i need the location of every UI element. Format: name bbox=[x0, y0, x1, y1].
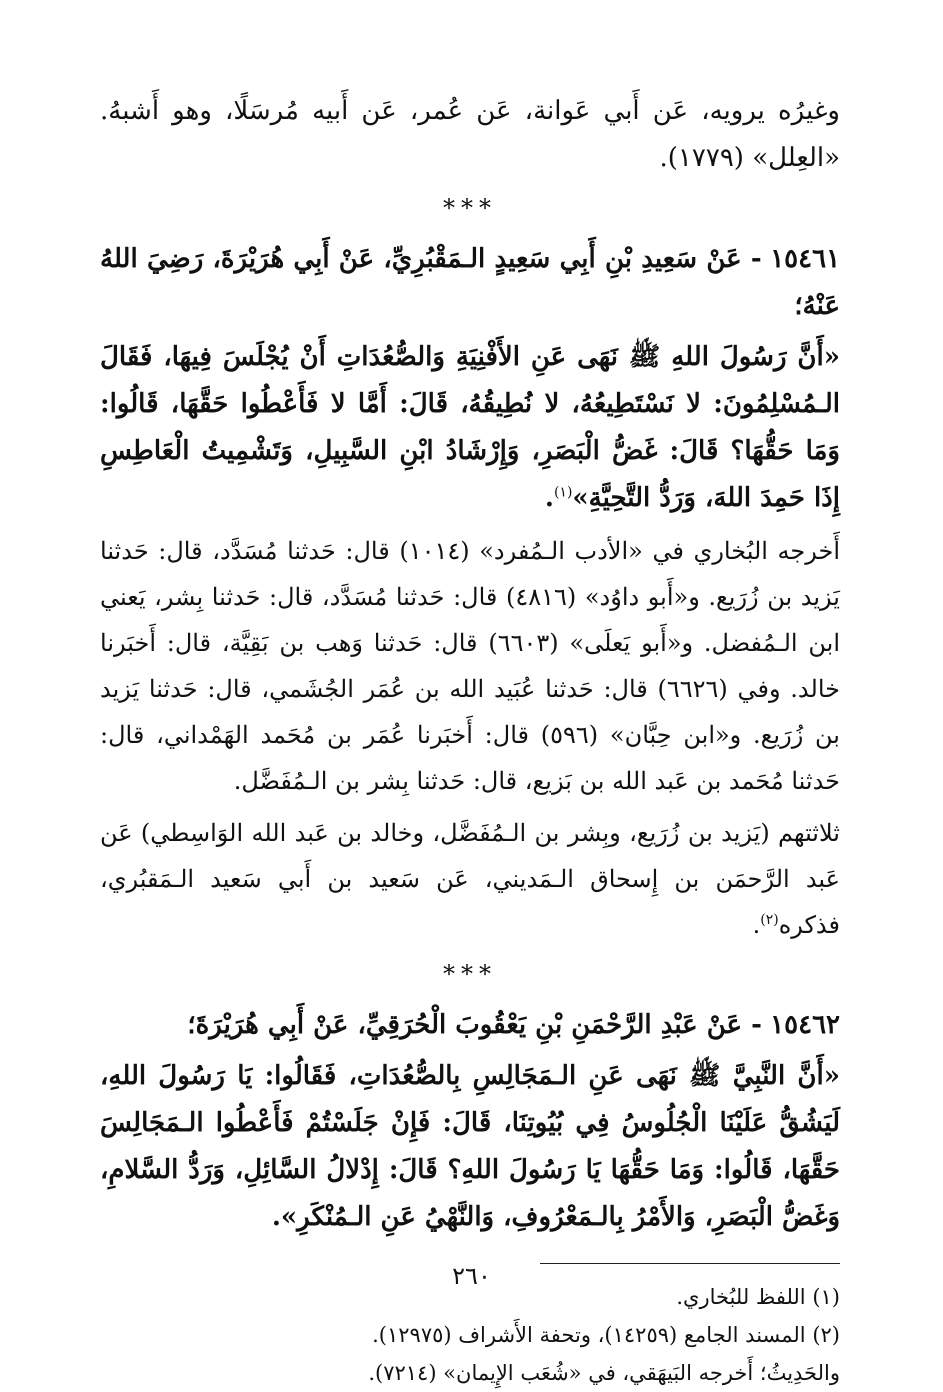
hadith-number: ١٥٤٦٢ bbox=[770, 1010, 840, 1040]
sources-paragraph: أَخرجه البُخاري في «الأدب الـمُفرد» (١٠١٤) قال: حَدثنا مُسَدَّد، قال: حَدثنا يَزيد بن زُرَيع. و«أَبو داوُد» (٤٨١٦) قال: حَدثنا مُسَدَّد، قال: حَدثنا بِشر، يَعني ابن الـمُفضل. و«أَبو يَعلَى» (٦٦٠٣) قال: حَدثنا وَهب بن بَقِيَّة، قال: أَخبَرنا خالد. وفي (٦٦٢٦) قال: حَدثنا عُبَيد الله بن عُمَر الجُشَمي، قال: حَدثنا يَزيد بن زُرَيع. و«ابن حِبَّان» (٥٩٦) قال: أَخبَرنا عُمَر بن مُحَمد الهَمْداني، قال: حَدثنا مُحَمد بن عَبد الله بن بَزيع، قال: حَدثنا بِشر بن الـمُفَضَّل. bbox=[100, 537, 840, 795]
intro-paragraph: وغيرُه يرويه، عَن أَبي عَوانة، عَن عُمر، عَن أَبيه مُرسَلًا، وهو أَشبهُ. «العِلل» (١٧٧٩). bbox=[100, 96, 840, 173]
footnote: (١) اللفظ للبُخاري. bbox=[676, 1285, 840, 1309]
page-body bbox=[100, 88, 840, 1392]
footnote: والحَدِيثُ؛ أَخرجه البَيهَقي، في «شُعَب الإِيمان» (٧٢١٤). bbox=[368, 1361, 840, 1385]
hadith-heading: ١٥٤٦٢ - عَنْ عَبْدِ الرَّحْمَنِ بْنِ يَعْقُوبَ الْحُرَقِيِّ، عَنْ أَبِي هُرَيْرَةَ؛ bbox=[187, 1010, 840, 1040]
summary-paragraph: ثلاثتهم (يَزيد بن زُرَيع، وبِشر بن الـمُفَضَّل، وخالد بن عَبد الله الوَاسِطي) عَن عَبد الرَّحمَن بن إِسحاق الـمَديني، عَن سَعيد بن أَبي سَعيد الـمَقبُري، فذكره$^{(٢)}$. bbox=[100, 819, 840, 939]
hadith-number: ١٥٤٦١ bbox=[770, 244, 841, 274]
footnote: (٢) المسند الجامع (١٤٢٥٩)، وتحفة الأَشراف (١٢٩٧٥). bbox=[372, 1323, 840, 1347]
hadith-chain: عَنْ عَبْدِ الرَّحْمَنِ بْنِ يَعْقُوبَ الْحُرَقِيِّ، عَنْ أَبِي هُرَيْرَةَ؛ bbox=[187, 1010, 743, 1040]
hadith-chain: عَنْ سَعِيدِ بْنِ أَبِي سَعِيدٍ الـمَقْبُرِيِّ، عَنْ أَبِي هُرَيْرَةَ، رَضِيَ اللهُ عَنْهُ؛ bbox=[100, 244, 840, 321]
section-separator: *** bbox=[443, 194, 497, 222]
section-separator: *** bbox=[443, 960, 497, 988]
hadith-text: «أَنَّ رَسُولَ اللهِ ﷺ نَهَى عَنِ الأَفْنِيَةِ وَالصُّعُدَاتِ أَنْ يُجْلَسَ فِيهَا، فَقَالَ الـمُسْلِمُونَ: لا نَسْتَطِيعُهُ، لا نُطِيقُهُ، قَالَ: أَمَّا لا فَأَعْطُوا حَقَّهَا، قَالُوا: وَمَا حَقُّهَا؟ قَالَ: غَضُّ الْبَصَرِ، وَإِرْشَادُ ابْنِ السَّبِيلِ، وَتَشْمِيتُ الْعَاطِسِ إِذَا حَمِدَ اللهَ، وَرَدُّ التَّحِيَّةِ»$^{(١)}$. bbox=[100, 342, 840, 513]
footnote-marker: (٢) bbox=[760, 912, 779, 928]
hadith-text: «أَنَّ النَّبِيَّ ﷺ نَهَى عَنِ الـمَجَالِسِ بِالصُّعُدَاتِ، فَقَالُوا: يَا رَسُولَ اللهِ، لَيَشُقُّ عَلَيْنَا الْجُلُوسُ فِي بُيُوتِنَا، قَالَ: فَإِنْ جَلَسْتُمْ فَأَعْطُوا الـمَجَالِسَ حَقَّهَا، قَالُوا: وَمَا حَقُّهَا يَا رَسُولَ اللهِ؟ قَالَ: إِدْلالُ السَّائِلِ، وَرَدُّ السَّلامِ، وَغَضُّ الْبَصَرِ، وَالأَمْرُ بِالـمَعْرُوفِ، وَالنَّهْيُ عَنِ الـمُنْكَرِ». bbox=[100, 1061, 841, 1232]
hadith-heading: ١٥٤٦١ - عَنْ سَعِيدِ بْنِ أَبِي سَعِيدٍ الـمَقْبُرِيِّ، عَنْ أَبِي هُرَيْرَةَ، رَضِيَ اللهُ عَنْهُ؛ bbox=[100, 244, 841, 321]
page-number: ٢٦٠ bbox=[452, 1262, 491, 1290]
footnote-marker: (١) bbox=[553, 484, 573, 501]
